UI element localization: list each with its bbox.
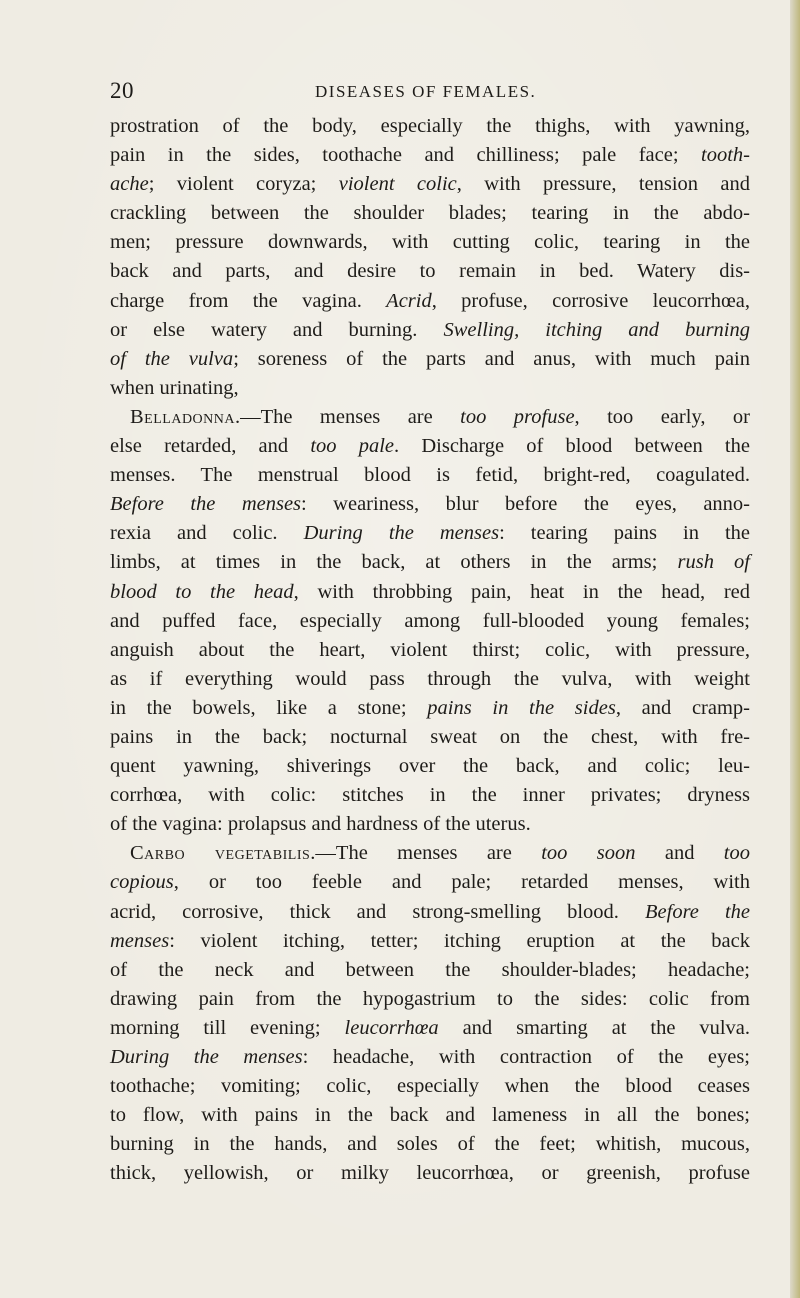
text-line: toothache; vomiting; colic, especially when the blood ceases [110, 1075, 750, 1098]
text-line: drawing pain from the hypogastrium to the sides: colic from [110, 987, 750, 1010]
text-line: of the neck and between the shoulder-blades; headache; [110, 958, 750, 981]
text-line: During the menses: headache, with contraction of the eyes; [110, 1046, 750, 1068]
text-line: and puffed face, especially among full-blooded young females; [110, 609, 750, 632]
text-line: morning till evening; leucorrhœa and smarting at the vulva. [110, 1016, 750, 1039]
page-number: 20 [110, 78, 134, 103]
text-line: when urinating, [110, 376, 239, 399]
text-line: thick, yellowish, or milky leucorrhœa, or greenish, profuse [110, 1162, 750, 1185]
text-line: else retarded, and too pale. Discharge of blood between the [110, 435, 750, 458]
text-line: blood to the head, with throbbing pain, heat in the head, red [110, 580, 750, 603]
text-line: Belladonna.—The menses are too profuse, too early, or [130, 405, 751, 428]
text-line: corrhœa, with colic: stitches in the inner privates; dryness [110, 784, 750, 807]
text-line: to flow, with pains in the back and lameness in all the bones; [110, 1104, 750, 1127]
text-line: rexia and colic. During the menses: tearing pains in the [110, 522, 751, 545]
text-line: Carbo vegetabilis.—The menses are too soon and too [130, 842, 750, 865]
text-line: Before the menses: weariness, blur before the eyes, anno- [110, 493, 750, 516]
text-line: pains in the back; nocturnal sweat on the chest, with fre- [110, 725, 750, 748]
page-edge [790, 0, 800, 1298]
text-line: in the bowels, like a stone; pains in the sides, and cramp- [110, 696, 751, 719]
text-line: burning in the hands, and soles of the feet; whitish, mucous, [110, 1133, 750, 1156]
running-title: DISEASES OF FEMALES. [315, 82, 537, 101]
text-line: or else watery and burning. Swelling, itching and burning [110, 318, 751, 341]
text-line: as if everything would pass through the vulva, with weight [110, 667, 750, 690]
text-line: crackling between the shoulder blades; tearing in the abdo- [110, 202, 750, 225]
text-line: limbs, at times in the back, at others in the arms; rush of [110, 551, 751, 574]
text-line: prostration of the body, especially the thighs, with yawning, [110, 115, 750, 137]
text-line: men; pressure downwards, with cutting colic, tearing in the [110, 231, 750, 254]
body-text [110, 112, 750, 1188]
text-line: charge from the vagina. Acrid, profuse, corrosive leucorrhœa, [110, 289, 750, 312]
text-line: anguish about the heart, violent thirst; colic, with pressure, [110, 638, 750, 661]
text-line: acrid, corrosive, thick and strong-smelling blood. Before the [110, 900, 750, 923]
text-line: pain in the sides, toothache and chilliness; pale face; tooth- [110, 144, 750, 167]
text-line: menses: violent itching, tetter; itching eruption at the back [110, 929, 750, 952]
text-line: ache; violent coryza; violent colic, with pressure, tension and [110, 173, 751, 196]
text-line: copious, or too feeble and pale; retarded menses, with [110, 871, 750, 894]
text-line: of the vulva; soreness of the parts and anus, with much pain [110, 347, 750, 370]
text-line: back and parts, and desire to remain in bed. Watery dis- [110, 260, 750, 283]
text-line: menses. The menstrual blood is fetid, bright-red, coagulated. [110, 464, 750, 487]
text-line: quent yawning, shiverings over the back, and colic; leu- [110, 755, 750, 778]
text-line: of the vagina: prolapsus and hardness of the uterus. [110, 813, 531, 836]
page-header [0, 78, 800, 108]
